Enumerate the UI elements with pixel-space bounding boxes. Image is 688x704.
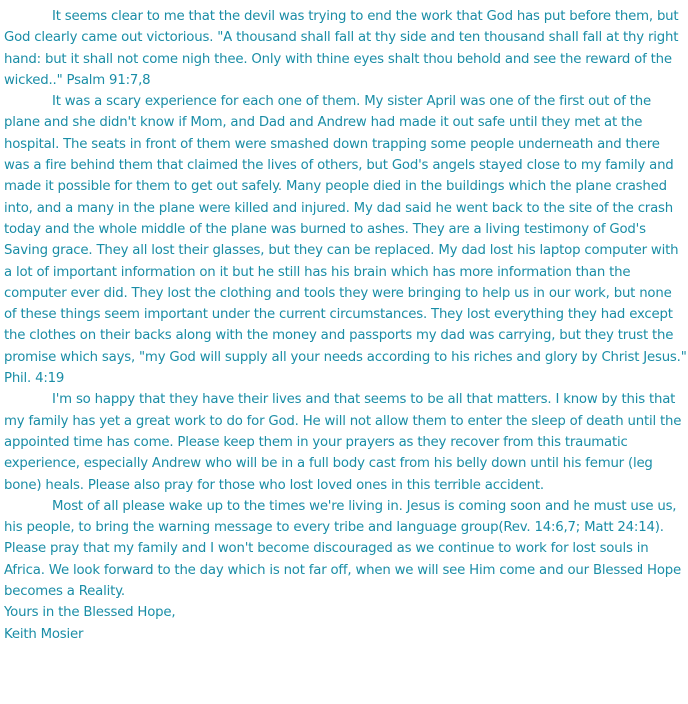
signature: Keith Mosier xyxy=(4,626,84,642)
closing-line: Yours in the Blessed Hope, xyxy=(4,605,176,621)
paragraph-3: I'm so happy that they have their lives and that seems to be all that matters. I know by this that my family has yet a great work to do for God. He will not allow them to enter the sleep of death until the appointed time has come. Please keep them in your prayers as they recover from this traumatic experience, especially Andrew who will be in a full body cast from his belly down until his femur (leg bone) heals. Please also pray for those who lost loved ones in this terrible accident. xyxy=(4,392,682,493)
paragraph-1: It seems clear to me that the devil was trying to end the work that God has put before them, but God clearly came out victorious. "A thousand shall fall at thy side and ten thousand shall fall at thy right hand: but it shall not come nigh thee. Only with thine eyes shalt thou behold and see the reward of the wicked.." Psalm 91:7,8 xyxy=(4,9,679,88)
paragraph-2: It was a scary experience for each one of them. My sister April was one of the first out of the plane and she didn't know if Mom, and Dad and Andrew had made it out safe until they met at the hospital. The seats in front of them were smashed down trapping some people underneath and there was a fire behind them that claimed the lives of others, but God's angels stayed close to my family and made it possible for them to get out safely. Many people died in the buildings which the plane crashed into, and a many in the plane were killed and injured. My dad said he went back to the site of the crash today and the whole middle of the plane was burned to ashes. They are a living testimony of God's Saving grace. They all lost their glasses, but they can be replaced. My dad lost his laptop computer with a lot of important information on it but he still has his brain which has more information than the computer ever did. They lost the clothing and tools they were bringing to help us in our work, but none of these things seem important under the current circumstances. They lost everything they had except the clothes on their backs along with the money and passports my dad was carrying, but they trust the promise which says, "my God will supply all your needs according to his riches and glory by Christ Jesus." Phil. 4:19 xyxy=(4,94,687,387)
paragraph-4: Most of all please wake up to the times we're living in. Jesus is coming soon and he must use us, his people, to bring the warning message to every tribe and language group(Rev. 14:6,7; Matt 24:14). Please pray that my family and I won't become discouraged as we continue to work for lost souls in Africa. We look forward to the day which is not far off, when we will see Him come and our Blessed Hope becomes a Reality. xyxy=(4,498,681,600)
